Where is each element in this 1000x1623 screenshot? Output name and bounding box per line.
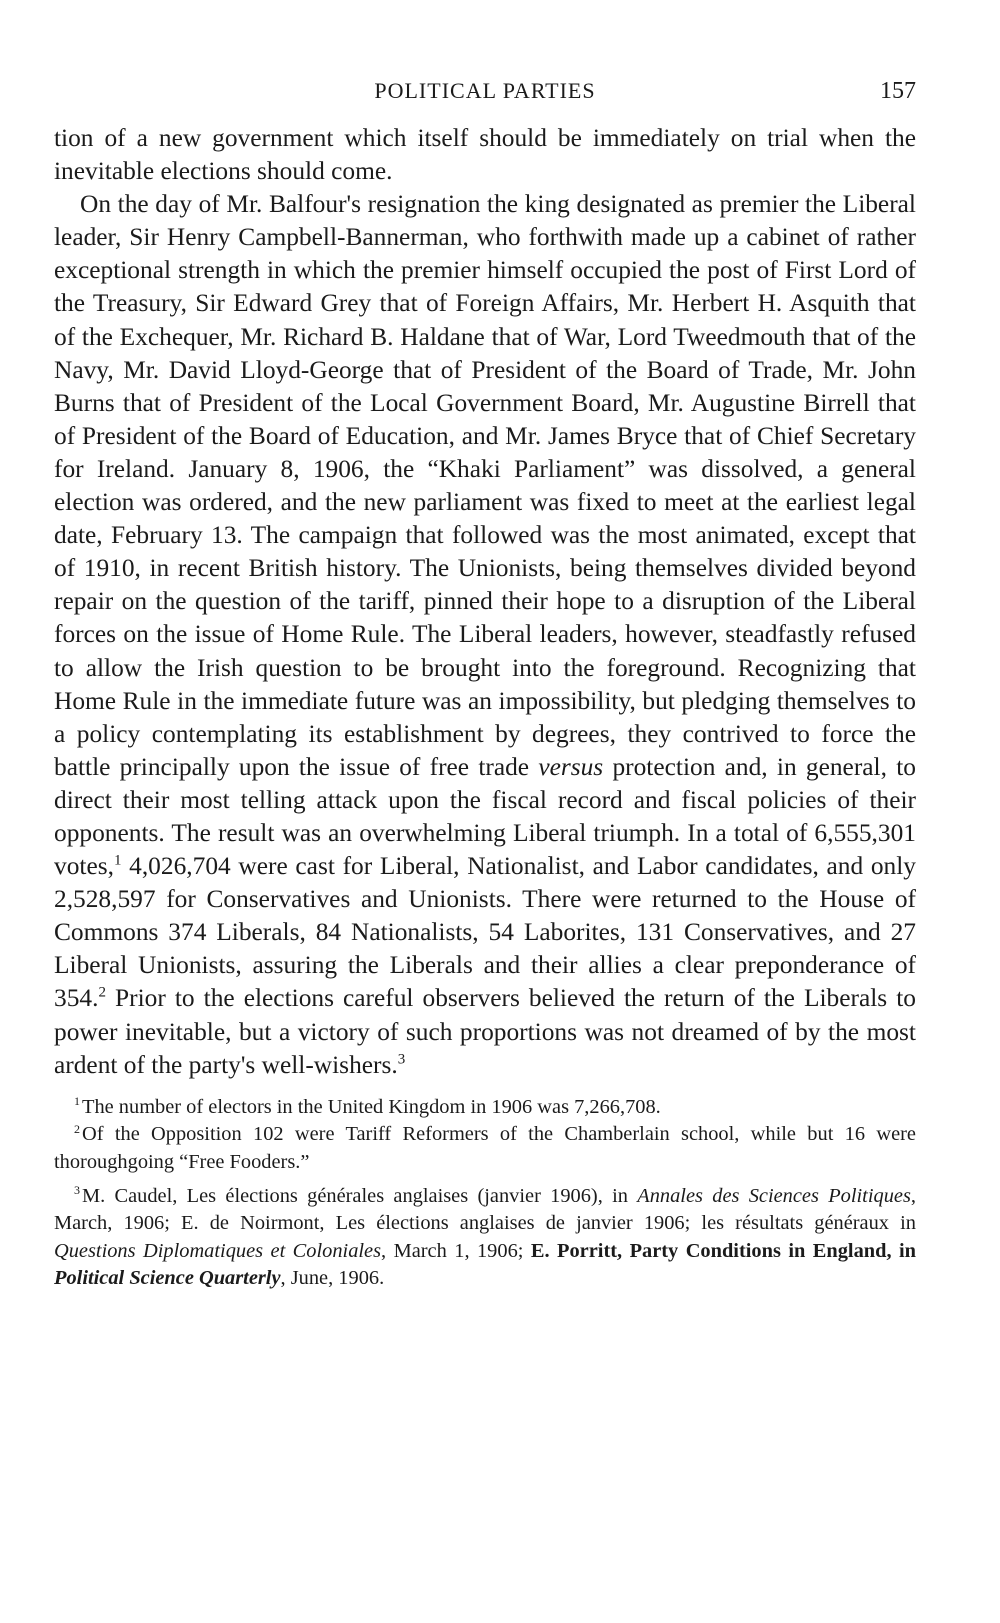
paragraph-text: On the day of Mr. Balfour's resignation the king designated as premier the Liberal leader, Sir Henry Campbell-Bannerman, who forthwith made up a cabinet of rather exceptional strength in which the premier himself occupied the post of First Lord of the Treasury, Sir Edward Grey that of Foreign Affairs, Mr. Herbert H. Asquith that of the Exchequer, Mr. Richard B. Haldane that of War, Lord Tweedmouth that of the Navy, Mr. David Lloyd-George that of President of the Board of Trade, Mr. John Burns that of President of the Local Government Board, Mr. Augustine Birrell that of President of the Board of Education, and Mr. James Bryce that of Chief Secretary for Ireland. January 8, 1906, the “Khaki Parliament” was dissolved, a general election was ordered, and the new parliament was fixed to meet at the earliest legal date, February 13. The campaign that followed was the most animated, except that of 1910, in recent British history. The Unionists, being themselves divided beyond repair on the question of the tariff, pinned their hope to a disruption of the Liberal forces on the issue of Home Rule. The Liberal leaders, however, steadfastly refused to allow the Irish question to be brought into the foreground. Recognizing that Home Rule in the immediate future was an impossibility, but pledging themselves to a policy contemplating its establishment by degrees, they contrived to force the battle principally upon the issue of free trade bbox=[54, 190, 916, 781]
footnote-journal: Annales des Sciences Politiques bbox=[637, 1184, 911, 1207]
footnote-ref-1: 1 bbox=[113, 852, 122, 869]
page-number: 157 bbox=[880, 78, 916, 104]
footnote-mark: 2 bbox=[74, 1121, 80, 1136]
footnote-ref-3: 3 bbox=[397, 1051, 406, 1068]
paragraph-text: protection and, in general, to direct their most telling attack upon the fiscal record and fiscal policies of their opponents. The result was an overwhelming Liberal triumph. In a total of 6,555,301 votes, bbox=[54, 752, 916, 881]
footnote-ref-2: 2 bbox=[98, 984, 106, 1001]
page bbox=[54, 74, 916, 1293]
footnote-text: , March 1, 1906; bbox=[381, 1239, 524, 1262]
running-header bbox=[54, 74, 916, 114]
paragraph-text: Prior to the elections careful observers believed the return of the Liberals to power inevitable, but a victory of such proportions was not dreamed of by the most ardent of the party's well-wishers. bbox=[54, 984, 916, 1079]
footnote-journal: Political Science Quarterly bbox=[54, 1267, 281, 1290]
running-title: POLITICAL PARTIES bbox=[374, 78, 596, 103]
paragraph-text: 4,026,704 were cast for Liberal, Nationalist, and Labor candidates, and only 2,528,597 for Conservatives and Unionists. There were returned to the House of Commons 374 Liberals, 84 Nationalists, 54 Laborites, 131 Conservatives, and 27 Liberal Unionists, assuring the Liberals and their allies a clear preponderance of 354. bbox=[54, 852, 916, 1013]
footnote-text: , June, 1906. bbox=[280, 1267, 385, 1290]
footnote-3 bbox=[54, 1183, 916, 1293]
footnote-text: M. Caudel, Les élections générales anglaises (janvier 1906), in bbox=[82, 1184, 628, 1207]
footnote-1 bbox=[54, 1094, 916, 1122]
footnote-2 bbox=[54, 1121, 916, 1176]
italic-term: versus bbox=[538, 752, 604, 781]
body-text bbox=[54, 122, 916, 1082]
paragraph-continuation: tion of a new government which itself should be immediately on trial when the inevitable elections should come. bbox=[54, 124, 916, 186]
footnote-text: Of the Opposition 102 were Tariff Reformers of the Chamberlain school, while but 16 were thoroughgoing “Free Fooders.” bbox=[54, 1123, 916, 1173]
footnote-mark: 1 bbox=[74, 1093, 80, 1108]
paragraph-election-1906 bbox=[54, 188, 916, 1082]
footnotes bbox=[54, 1094, 916, 1293]
footnote-journal: Questions Diplomatiques et Coloniales bbox=[54, 1239, 382, 1262]
footnote-mark: 3 bbox=[74, 1182, 80, 1197]
footnote-text: The number of electors in the United Kingdom in 1906 was 7,266,708. bbox=[82, 1095, 661, 1118]
footnote-bold-citation: E. Porritt, Party Conditions in England, in bbox=[530, 1239, 916, 1262]
footnote-text: , March, 1906; E. de Noirmont, Les élections anglaises de janvier 1906; les résultats généraux in bbox=[54, 1184, 916, 1235]
